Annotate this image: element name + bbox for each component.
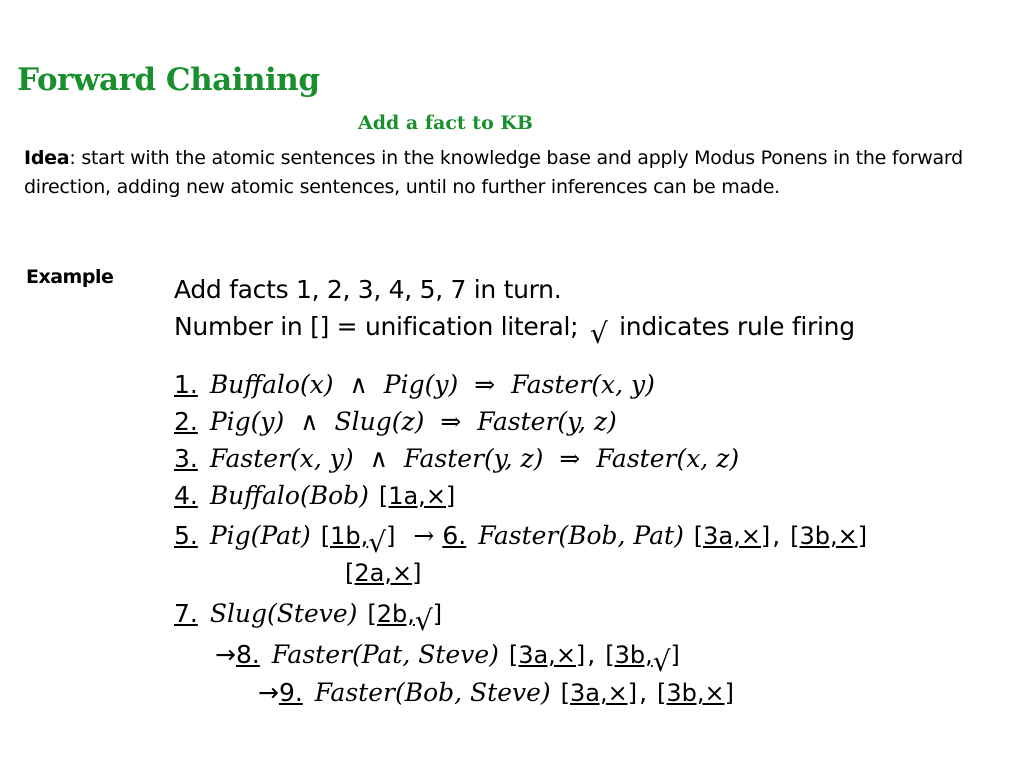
literal-suffix: ]: [432, 600, 443, 628]
fact-8: [215, 637, 682, 678]
check-icon: √: [414, 604, 433, 637]
rule-consequent: Faster(x, z): [596, 444, 740, 473]
literal-prefix: [2b,: [367, 600, 415, 628]
unification-literal: [3a,×]: [693, 522, 771, 550]
idea-text: : start with the atomic sentences in the knowledge base and apply Modus Ponens in the forward direction, adding new atomic sentences, until no further inferences can be made.: [24, 147, 963, 198]
rule-number: 2.: [174, 407, 198, 436]
literal-prefix: [3b,: [605, 641, 653, 669]
rule-antecedent-a: Pig(y): [209, 407, 285, 436]
check-icon: √: [368, 526, 387, 559]
fact-6-continuation: [343, 558, 423, 587]
literal-prefix: [1b,: [320, 522, 369, 550]
rule-1: [174, 370, 655, 399]
fact-text: Buffalo(Bob): [209, 481, 369, 510]
rule-number: 1.: [174, 370, 198, 399]
literal-suffix: ]: [386, 522, 396, 550]
implies-operator: ⇒: [440, 407, 462, 436]
fact-5: [174, 518, 869, 559]
fact-number: 7.: [174, 599, 198, 628]
fact-number: 5.: [174, 521, 198, 550]
unification-literal: [2a,×]: [345, 559, 422, 587]
rule-consequent: Faster(y, z): [477, 407, 617, 436]
fact-7: [174, 596, 444, 637]
example-label: Example: [26, 266, 114, 288]
check-icon: √: [652, 645, 671, 678]
arrow-operator: →: [413, 521, 435, 550]
rule-antecedent-a: Buffalo(x): [209, 370, 334, 399]
fact-text: Slug(Steve): [209, 599, 358, 628]
section-subtitle: Add a fact to KB: [358, 112, 533, 134]
unification-literal: [1a,×]: [378, 482, 456, 510]
fact-text: Pig(Pat): [209, 521, 311, 550]
separator: ,: [587, 640, 596, 669]
implies-operator: ⇒: [474, 370, 496, 399]
rule-3: [174, 444, 739, 473]
page-title: Forward Chaining: [17, 62, 320, 98]
arrow-operator: →: [258, 678, 279, 707]
unification-literal: [3a,×]: [560, 679, 638, 707]
separator: ,: [772, 521, 781, 550]
fact-number: 6.: [442, 521, 467, 550]
rule-antecedent-b: Faster(y, z): [403, 444, 544, 473]
rule-number: 3.: [174, 444, 198, 473]
fact-number: 8.: [235, 640, 260, 669]
rule-antecedent-b: Slug(z): [334, 407, 425, 436]
rule-consequent: Faster(x, y): [511, 370, 655, 399]
check-icon: √: [589, 317, 608, 350]
fact-text: Faster(Pat, Steve): [271, 640, 499, 669]
fact-9: [258, 678, 736, 707]
and-operator: ∧: [369, 444, 388, 473]
derived-fact-text: Faster(Bob, Pat): [478, 521, 684, 550]
unification-literal: [3b,×]: [790, 522, 868, 550]
instruction-line: Add facts 1, 2, 3, 4, 5, 7 in turn.: [174, 275, 562, 304]
rule-antecedent-b: Pig(y): [383, 370, 459, 399]
legend-text-b: indicates rule firing: [619, 312, 855, 341]
unification-literal: [3a,×]: [508, 641, 586, 669]
rule-antecedent-a: Faster(x, y): [209, 444, 354, 473]
legend-text-a: Number in [] = unification literal;: [174, 312, 579, 341]
idea-label: Idea: [24, 147, 70, 169]
unification-literal: [367, 600, 443, 637]
fact-4: [174, 481, 457, 510]
fact-number: 4.: [174, 481, 198, 510]
legend-line: [174, 312, 855, 350]
arrow-operator: →: [215, 640, 236, 669]
fact-number: 9.: [278, 678, 303, 707]
idea-paragraph: [24, 144, 984, 201]
implies-operator: ⇒: [559, 444, 581, 473]
unification-literal: [3b,×]: [656, 679, 734, 707]
rule-2: [174, 407, 617, 436]
separator: ,: [639, 678, 648, 707]
fact-text: Faster(Bob, Steve): [314, 678, 551, 707]
unification-literal: [605, 641, 680, 678]
and-operator: ∧: [300, 407, 319, 436]
and-operator: ∧: [349, 370, 368, 399]
literal-suffix: ]: [670, 641, 680, 669]
unification-literal: [320, 522, 396, 559]
